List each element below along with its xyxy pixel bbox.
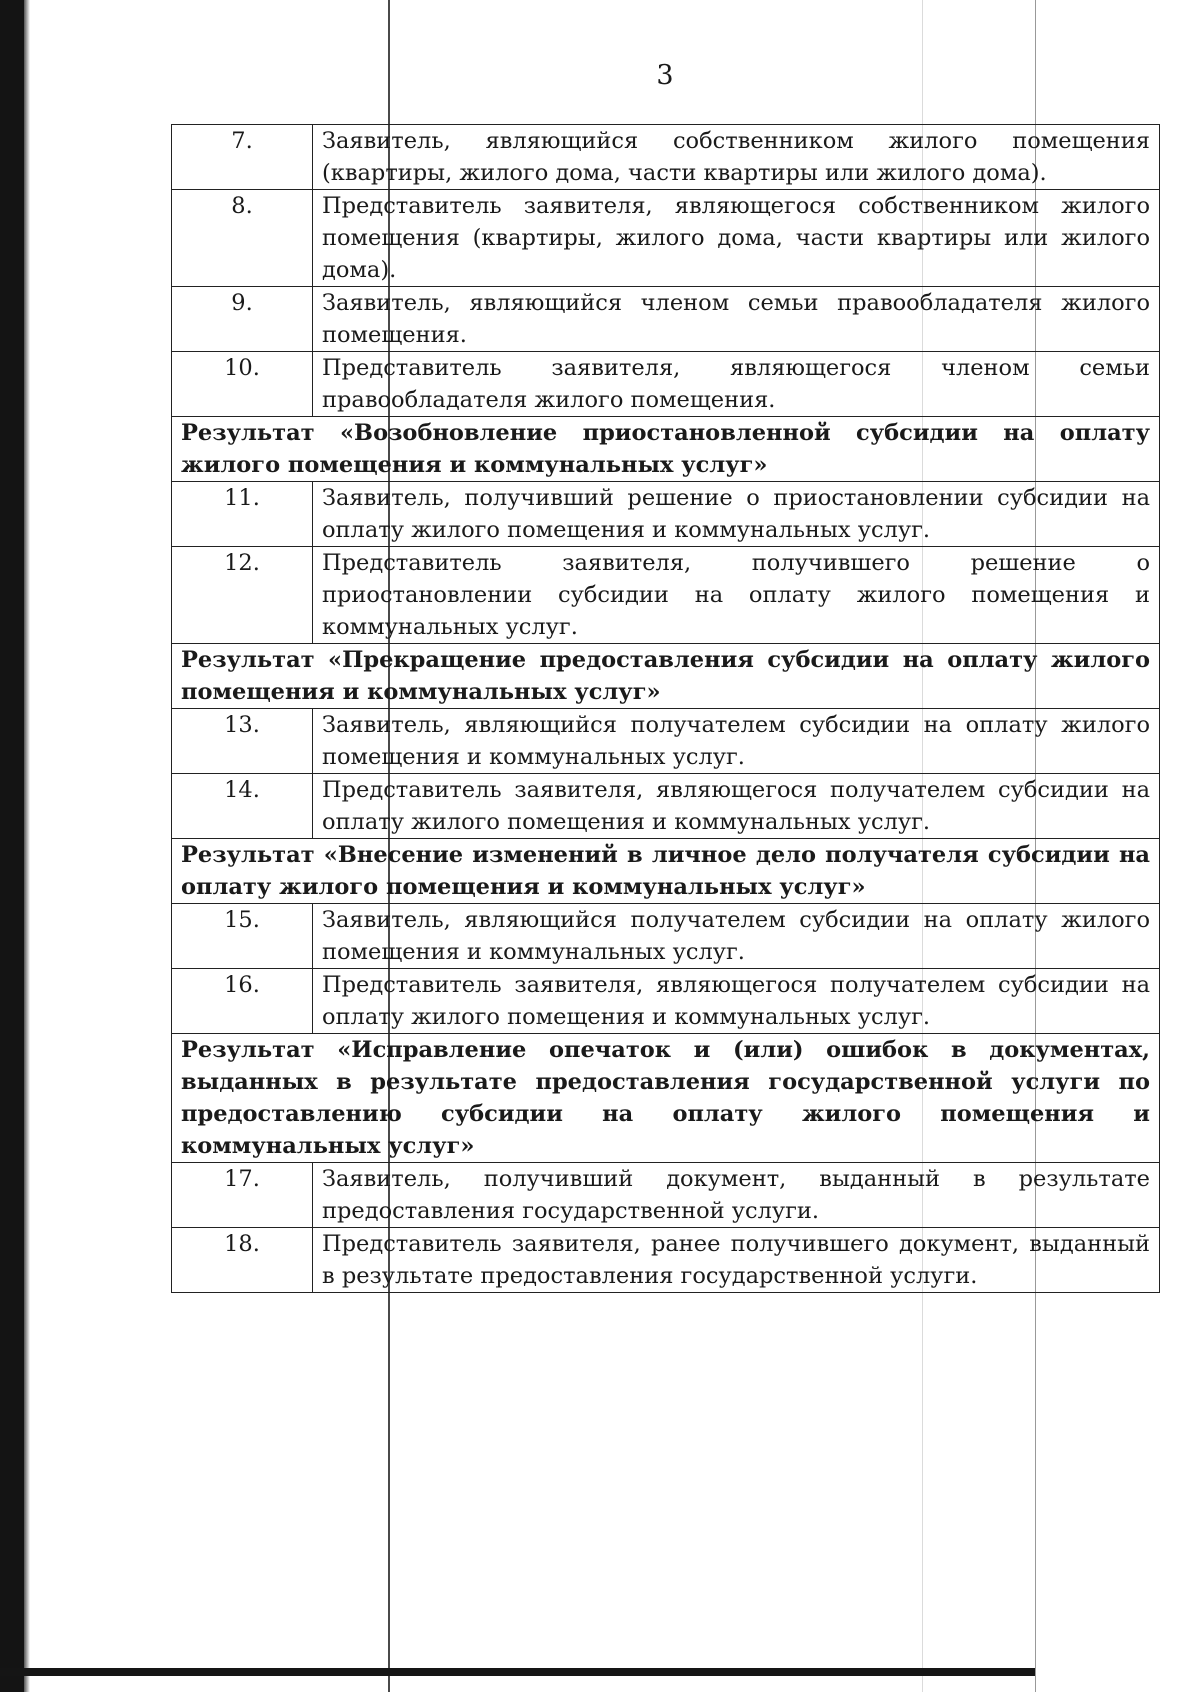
row-number: 9. [172, 287, 313, 352]
result-group-title: Результат «Исправление опечаток и (или) ошибок в документах, выданных в результате предоставления государственной услуги по предоставлению субсидии на оплату жилого помещения и коммунальных услуг» [172, 1034, 1160, 1163]
row-text: Представитель заявителя, ранее получившего документ, выданный в результате предоставления государственной услуги. [313, 1228, 1160, 1293]
row-text: Заявитель, получивший документ, выданный в результате предоставления государственной услуги. [313, 1163, 1160, 1228]
table-row [172, 190, 1160, 287]
row-number: 10. [172, 352, 313, 417]
row-text: Заявитель, получивший решение о приостановлении субсидии на оплату жилого помещения и коммунальных услуг. [313, 482, 1160, 547]
table-row [172, 709, 1160, 774]
table-row [172, 547, 1160, 644]
scan-dark-edge-bottom [0, 1668, 1035, 1676]
group-header-row [172, 1034, 1160, 1163]
group-header-row [172, 417, 1160, 482]
table-row [172, 125, 1160, 190]
row-number: 7. [172, 125, 313, 190]
row-number: 11. [172, 482, 313, 547]
row-text: Заявитель, являющийся собственником жилого помещения (квартиры, жилого дома, части квартиры или жилого дома). [313, 125, 1160, 190]
row-number: 17. [172, 1163, 313, 1228]
row-number: 16. [172, 969, 313, 1034]
table-row [172, 1163, 1160, 1228]
row-text: Представитель заявителя, являющегося членом семьи правообладателя жилого помещения. [313, 352, 1160, 417]
row-text: Заявитель, являющийся членом семьи правообладателя жилого помещения. [313, 287, 1160, 352]
table-row [172, 774, 1160, 839]
row-text: Представитель заявителя, получившего решение о приостановлении субсидии на оплату жилого помещения и коммунальных услуг. [313, 547, 1160, 644]
result-group-title: Результат «Прекращение предоставления субсидии на оплату жилого помещения и коммунальных услуг» [172, 644, 1160, 709]
result-group-title: Результат «Возобновление приостановленной субсидии на оплату жилого помещения и коммунальных услуг» [172, 417, 1160, 482]
row-number: 12. [172, 547, 313, 644]
scan-dark-edge-left [0, 0, 24, 1692]
row-text: Представитель заявителя, являющегося собственником жилого помещения (квартиры, жилого дома, части квартиры или жилого дома). [313, 190, 1160, 287]
group-header-row [172, 839, 1160, 904]
table-row [172, 352, 1160, 417]
row-number: 8. [172, 190, 313, 287]
row-text: Заявитель, являющийся получателем субсидии на оплату жилого помещения и коммунальных услуг. [313, 904, 1160, 969]
page-number: 3 [656, 60, 674, 91]
table-row [172, 482, 1160, 547]
applicants-table [171, 124, 1160, 1293]
result-group-title: Результат «Внесение изменений в личное дело получателя субсидии на оплату жилого помещения и коммунальных услуг» [172, 839, 1160, 904]
table-row [172, 1228, 1160, 1293]
row-text: Представитель заявителя, являющегося получателем субсидии на оплату жилого помещения и коммунальных услуг. [313, 774, 1160, 839]
group-header-row [172, 644, 1160, 709]
row-number: 13. [172, 709, 313, 774]
row-number: 15. [172, 904, 313, 969]
row-number: 18. [172, 1228, 313, 1293]
row-number: 14. [172, 774, 313, 839]
table-row [172, 287, 1160, 352]
table-row [172, 969, 1160, 1034]
table-row [172, 904, 1160, 969]
row-text: Представитель заявителя, являющегося получателем субсидии на оплату жилого помещения и коммунальных услуг. [313, 969, 1160, 1034]
row-text: Заявитель, являющийся получателем субсидии на оплату жилого помещения и коммунальных услуг. [313, 709, 1160, 774]
